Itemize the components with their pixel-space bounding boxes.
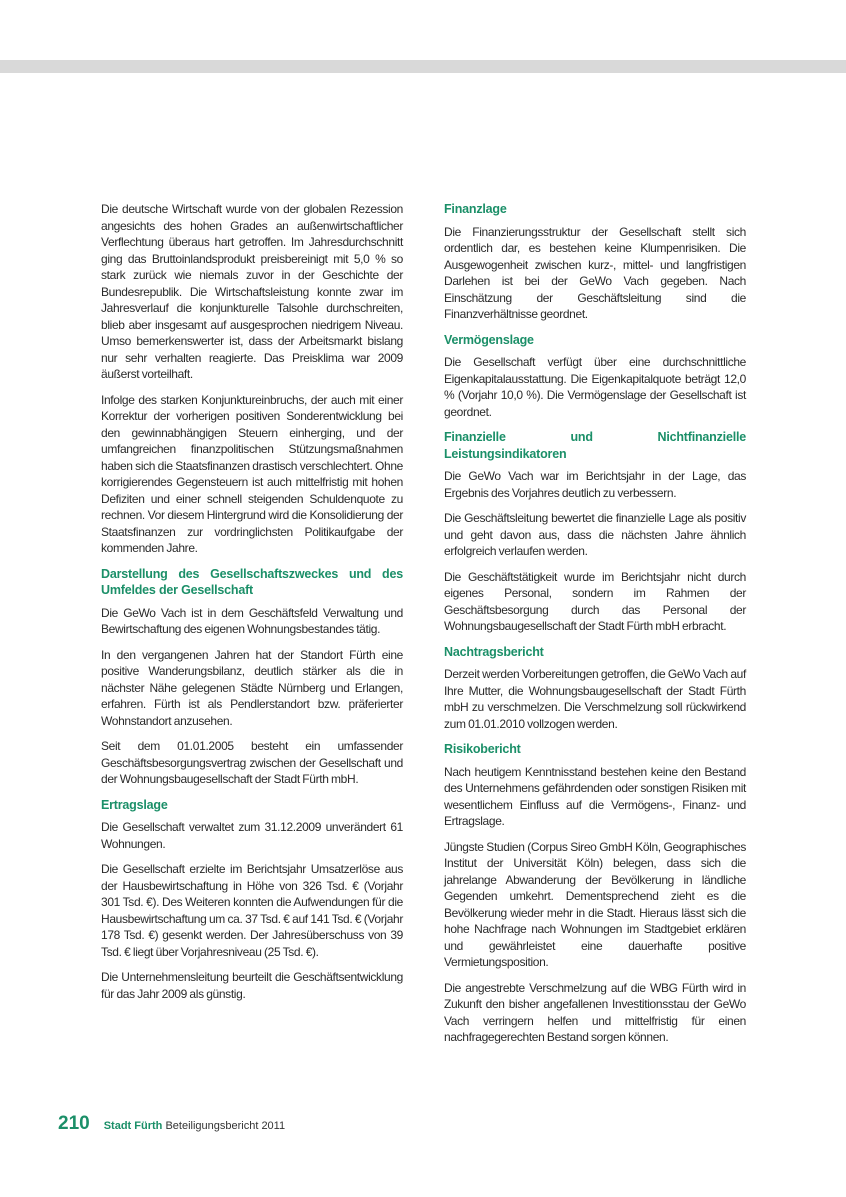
paragraph: Derzeit werden Vorbereitungen getroffen, die GeWo Vach auf Ihre Mutter, die Wohnungsbaugesellschaft der Stadt Fürth mbH zu verschmelzen. Die Verschmelzung soll rückwirkend zum 01.01.2010 vollzogen werden. xyxy=(444,667,746,731)
report-title: Beteiligungsbericht 2011 xyxy=(165,1120,286,1132)
page-number: 210 xyxy=(58,1113,90,1134)
publication-title xyxy=(104,1120,285,1132)
paragraph: Die GeWo Vach ist in dem Geschäftsfeld Verwaltung und Bewirtschaftung des eigenen Wohnungsbestandes tätig. xyxy=(101,605,403,636)
paragraph: Die Finanzierungsstruktur der Gesellschaft stellt sich ordentlich dar, es bestehen keine Klumpenrisiken. Die Ausgewogenheit zwischen kurz-, mittel- und langfristigen Darlehen ist bei der GeWo Vach gegeben. Nach Einschätzung der Geschäftsleitung sind die Finanzverhältnisse geordnet. xyxy=(444,224,746,321)
header-bar xyxy=(0,60,846,73)
paragraph: Die Geschäftstätigkeit wurde im Berichtsjahr nicht durch eigenes Personal, sondern im Rahmen der Geschäftsbesorgung durch das Personal der Wohnungsbaugesellschaft der Stadt Fürth mbH erbracht. xyxy=(444,569,746,633)
paragraph: Die Gesellschaft verfügt über eine durchschnittliche Eigenkapitalausstattung. Die Eigenkapitalquote beträgt 12,0 % (Vorjahr 10,0 %). Die Vermögenslage der Gesellschaft ist geordnet. xyxy=(444,355,746,419)
paragraph: Die Gesellschaft verwaltet zum 31.12.2009 unverändert 61 Wohnungen. xyxy=(101,820,403,851)
section-heading: Vermögenslage xyxy=(444,332,534,347)
section-heading: Risikobericht xyxy=(444,742,521,756)
paragraph: In den vergangenen Jahren hat der Standort Fürth eine positive Wanderungsbilanz, deutlich stärker als die in nächster Nähe gelegenen Städte Nürnberg und Erlangen, erfahren. Fürth ist als Pendlerstandort bzw. präferierter Wohnstandort anzusehen. xyxy=(101,647,403,728)
section-heading: Finanzielle und Nichtfinanzielle Leistungsindikatoren xyxy=(444,430,746,461)
paragraph: Seit dem 01.01.2005 besteht ein umfassender Geschäftsbesorgungsvertrag zwischen der Gesellschaft und der Wohnungsbaugesellschaft der Stadt Fürth mbH. xyxy=(101,739,403,786)
page-footer xyxy=(58,1113,285,1135)
paragraph: Die deutsche Wirtschaft wurde von der globalen Rezession angesichts des hohen Grades an außenwirtschaftlicher Verflechtung überaus hart getroffen. Im Jahresdurchschnitt ging das Bruttoinlandsprodukt preisbereinigt mit 5,0 % so stark zurück wie niemals zuvor in der Geschichte der Bundesrepublik. Die Wirtschaftsleistung konnte zwar im Jahresverlauf die konjunkturelle Talsohle durchschreiten, blieb aber insgesamt auf ausgesprochen niedrigem Niveau. Umso bemerkenswerter ist, dass der Arbeitsmarkt bislang nur sehr verhalten reagierte. Das Preisklima war 2009 äußerst vorteilhaft. xyxy=(101,202,403,381)
paragraph: Die GeWo Vach war im Berichtsjahr in der Lage, das Ergebnis des Vorjahres deutlich zu verbessern. xyxy=(444,469,746,500)
section-heading: Darstellung des Gesellschaftszweckes und des Umfeldes der Gesellschaft xyxy=(101,566,403,597)
right-column xyxy=(444,201,746,1055)
paragraph: Die Geschäftsleitung bewertet die finanzielle Lage als positiv und geht davon aus, dass die nächsten Jahre ähnlich erfolgreich verlaufen werden. xyxy=(444,511,746,558)
section-heading: Finanzlage xyxy=(444,202,507,216)
paragraph: Jüngste Studien (Corpus Sireo GmbH Köln, Geographisches Institut der Universität Köln) belegen, dass sich die jahrelange Abwanderung der Bevölkerung in ländliche Gegenden umkehrt. Dementsprechend zieht es die Bevölkerung wieder mehr in die Stadt. Hieraus lässt sich die hohe Nachfrage nach Wohnungen im Stadtgebiet erklären und gewährleistet eine dauerhafte positive Vermietungsposition. xyxy=(444,839,746,969)
section-heading: Nachtragsbericht xyxy=(444,644,544,659)
publisher-name: Stadt Fürth xyxy=(103,1120,163,1132)
section-heading: Ertragslage xyxy=(101,797,168,812)
left-column xyxy=(101,201,403,1011)
paragraph: Die angestrebte Verschmelzung auf die WBG Fürth wird in Zukunft den bisher angefallenen Investitionsstau der GeWo Vach verringern helfen und mittelfristig für einen nachfragegerechten Bestand sorgen können. xyxy=(444,980,746,1044)
paragraph: Die Unternehmensleitung beurteilt die Geschäftsentwicklung für das Jahr 2009 als günstig. xyxy=(101,970,403,1001)
paragraph: Infolge des starken Konjunktureinbruchs, der auch mit einer Korrektur der vorherigen positiven Sonderentwicklung bei den gewinnabhängigen Steuern einherging, und der umfangreichen finanzpolitischen Stützungsmaßnahmen haben sich die Staatsfinanzen drastisch verschlechtert. Ohne korrigierendes Gegensteuern ist auch mittelfristig mit hohen Defiziten und einer schnell steigenden Schuldenquote zu rechnen. Vor diesem Hintergrund wird die Konsolidierung der Staatsfinanzen zur vordringlichsten Politikaufgabe der kommenden Jahre. xyxy=(101,392,403,555)
paragraph: Die Gesellschaft erzielte im Berichtsjahr Umsatzerlöse aus der Hausbewirtschaftung in Höhe von 326 Tsd. € (Vorjahr 301 Tsd. €). Des Weiteren konnten die Aufwendungen für die Hausbewirtschaftung um ca. 37 Tsd. € auf 141 Tsd. € (Vorjahr 178 Tsd. €) gesenkt werden. Der Jahresüberschuss von 39 Tsd. € liegt über Vorjahresniveau (25 Tsd. €). xyxy=(101,862,403,959)
paragraph: Nach heutigem Kenntnisstand bestehen keine den Bestand des Unternehmens gefährdenden oder sonstigen Risiken mit wesentlichem Einfluss auf die Vermögens-, Finanz- und Ertragslage. xyxy=(444,764,746,828)
